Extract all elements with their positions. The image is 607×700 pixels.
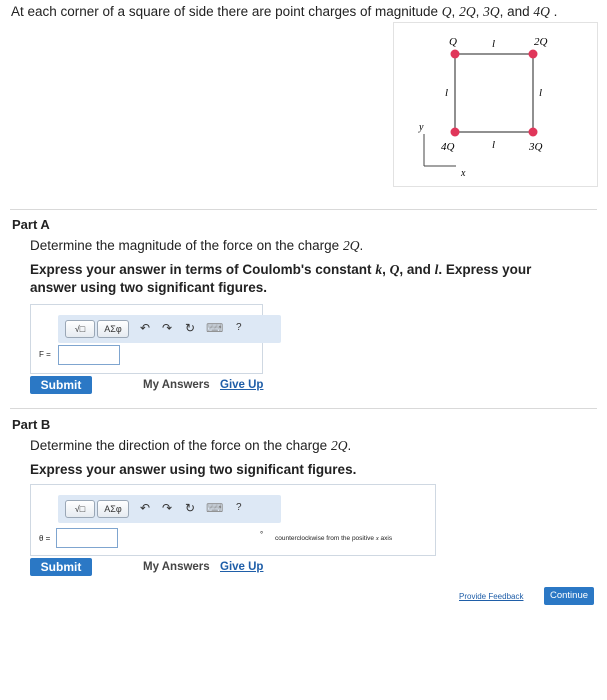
charge-dot-top-right — [529, 50, 538, 59]
problem-text-2: there are point charges of magnitude — [217, 4, 439, 19]
symbols-button[interactable]: ΑΣφ — [97, 500, 129, 518]
part-a-title: Part A — [12, 217, 50, 232]
part-b-my-answers[interactable]: My Answers — [143, 561, 210, 573]
label-side-top: l — [492, 38, 496, 50]
prompt-var: 2Q — [342, 238, 360, 253]
answer-input-f[interactable] — [58, 345, 120, 365]
part-b-title: Part B — [12, 417, 51, 432]
help-icon[interactable]: ? — [236, 502, 242, 513]
keyboard-icon[interactable]: ⌨ — [206, 501, 224, 515]
charge-square-figure — [393, 22, 598, 187]
part-a-answer-box — [30, 304, 263, 374]
part-a-submit-button[interactable]: Submit — [30, 376, 92, 394]
period: . — [553, 4, 558, 19]
label-bottom-left: 4Q — [441, 141, 455, 153]
charge-dot-bottom-right — [529, 128, 538, 137]
charge-q: Q — [441, 4, 452, 19]
degree-symbol: ° — [260, 530, 264, 539]
figure-svg — [394, 23, 597, 186]
undo-icon[interactable]: ↶ — [140, 501, 151, 515]
templates-button[interactable]: √□ — [65, 500, 95, 518]
label-top-left: Q — [449, 36, 457, 48]
separator: , — [451, 4, 456, 19]
instr-and: , and — [399, 262, 431, 277]
part-b-prompt — [30, 438, 351, 454]
charge-dot-bottom-left — [451, 128, 460, 137]
instr-k: k — [375, 262, 383, 277]
keyboard-icon[interactable]: ⌨ — [206, 321, 224, 335]
part-a-my-answers[interactable]: My Answers — [143, 379, 210, 391]
reset-icon[interactable]: ↻ — [185, 501, 196, 515]
direction-unit-text — [275, 535, 392, 542]
unit-end: axis — [380, 535, 393, 542]
label-top-right: 2Q — [534, 36, 548, 48]
part-a-instructions — [30, 261, 531, 297]
square — [455, 54, 533, 132]
charge-4q: 4Q — [533, 4, 550, 19]
label-axis-x: x — [461, 168, 466, 179]
provide-feedback-link[interactable]: Provide Feedback — [459, 592, 524, 601]
prompt-text: Determine the magnitude of the force on the charge — [30, 238, 340, 253]
charge-3q: 3Q — [483, 4, 500, 19]
redo-icon[interactable]: ↷ — [162, 321, 173, 335]
instr-line-2: answer using two significant figures. — [30, 280, 268, 295]
label-axis-y: y — [419, 122, 424, 133]
part-b-submit-button[interactable]: Submit — [30, 558, 92, 576]
part-b-answer-box — [30, 484, 436, 556]
unit-text: counterclockwise from the positive — [275, 535, 374, 542]
part-a-prompt — [30, 238, 363, 254]
part-a-give-up[interactable]: Give Up — [220, 379, 264, 391]
instr-text: Express your answer in terms of Coulomb's constant — [30, 262, 372, 277]
answer-input-theta[interactable] — [56, 528, 118, 548]
label-side-right: l — [539, 87, 543, 99]
unit-var: x — [375, 535, 379, 542]
instr-l: l — [434, 262, 439, 277]
instr-line-1: Express your answer in terms of Coulomb's constant k, Q, and l. Express your — [30, 262, 532, 277]
prompt-text: Determine the direction of the force on the charge — [30, 438, 328, 453]
problem-statement — [11, 4, 557, 20]
divider-part-a — [10, 209, 597, 210]
symbols-button[interactable]: ΑΣφ — [97, 320, 129, 338]
separator: , — [475, 4, 480, 19]
charge-2q: 2Q — [459, 4, 476, 19]
label-side-left: l — [445, 87, 449, 99]
prompt-var: 2Q — [330, 438, 348, 453]
divider-part-b — [10, 408, 597, 409]
templates-button[interactable]: √□ — [65, 320, 95, 338]
label-side-bottom: l — [492, 139, 496, 151]
redo-icon[interactable]: ↷ — [162, 501, 173, 515]
continue-button[interactable]: Continue — [544, 587, 594, 605]
part-b-instruction: Express your answer using two significant figures. — [30, 462, 357, 477]
charge-dot-top-left — [451, 50, 460, 59]
part-b-give-up[interactable]: Give Up — [220, 561, 264, 573]
problem-text: At each corner of a square of side — [11, 4, 214, 19]
instr-text-b: . Express your — [438, 262, 532, 277]
prompt-end: . — [359, 238, 364, 253]
label-bottom-right: 3Q — [529, 141, 543, 153]
help-icon[interactable]: ? — [236, 322, 242, 333]
undo-icon[interactable]: ↶ — [140, 321, 151, 335]
math-toolbar — [58, 495, 281, 523]
instr-q: Q — [389, 262, 400, 277]
answer-label-theta: θ = — [39, 534, 51, 543]
prompt-end: . — [347, 438, 352, 453]
reset-icon[interactable]: ↻ — [185, 321, 196, 335]
answer-label-f: F = — [39, 350, 51, 359]
conjunction: , and — [499, 4, 530, 19]
math-toolbar — [58, 315, 281, 343]
